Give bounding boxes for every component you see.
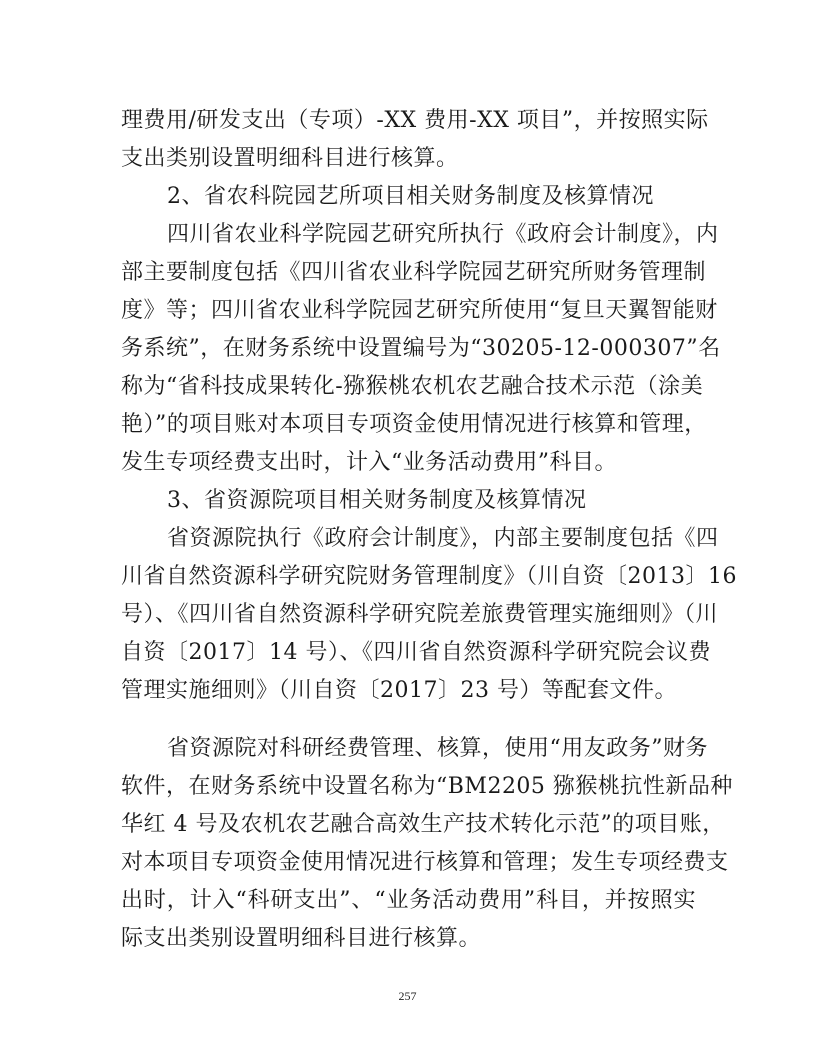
text-line: 四川省农业科学院园艺研究所执行《政府会计制度》，内 — [167, 222, 719, 247]
text-line: 理费用/研发支出（专项）-XX 费用-XX 项目”，并按照实际 — [121, 108, 709, 133]
section-heading: 2、省农科院园艺所项目相关财务制度及核算情况 — [167, 184, 654, 209]
text-line: 部主要制度包括《四川省农业科学院园艺研究所财务管理制 — [121, 260, 707, 285]
page-number: 257 — [398, 989, 417, 1003]
text-line: 川省自然资源科学研究院财务管理制度》（川自资〔2013〕16 — [121, 564, 737, 589]
text-line: 对本项目专项资金使用情况进行核算和管理；发生专项经费支 — [121, 850, 729, 875]
text-line: 省资源院对科研经费管理、核算，使用“用友政务”财务 — [167, 736, 708, 761]
text-line: 度》等；四川省农业科学院园艺研究所使用“复旦天翼智能财 — [121, 298, 718, 323]
text-line: 号）、《四川省自然资源科学研究院差旅费管理实施细则》（川 — [121, 602, 719, 627]
text-line: 华红 4 号及农机农艺融合高效生产技术转化示范”的项目账， — [121, 812, 725, 837]
text-line: 软件，在财务系统中设置名称为“BM2205 猕猴桃抗性新品种 — [121, 774, 733, 799]
text-line: 支出类别设置明细科目进行核算。 — [121, 146, 459, 171]
text-line: 出时，计入“科研支出”、“业务活动费用”科目，并按照实 — [121, 888, 696, 913]
text-line: 自资〔2017〕14 号）、《四川省自然资源科学研究院会议费 — [121, 640, 711, 665]
text-line: 称为“省科技成果转化-猕猴桃农机农艺融合技术示范（涂美 — [121, 374, 704, 399]
text-line: 发生专项经费支出时，计入“业务活动费用”科目。 — [121, 450, 617, 475]
text-line: 际支出类别设置明细科目进行核算。 — [121, 926, 482, 951]
text-line: 艳）”的项目账对本项目专项资金使用情况进行核算和管理， — [121, 412, 707, 437]
text-line: 省资源院执行《政府会计制度》，内部主要制度包括《四 — [167, 526, 719, 551]
text-line: 务系统”，在财务系统中设置编号为“30205-12-000307”名 — [121, 336, 721, 361]
section-heading: 3、省资源院项目相关财务制度及核算情况 — [167, 488, 587, 513]
text-line: 管理实施细则》（川自资〔2017〕23 号）等配套文件。 — [121, 678, 677, 703]
